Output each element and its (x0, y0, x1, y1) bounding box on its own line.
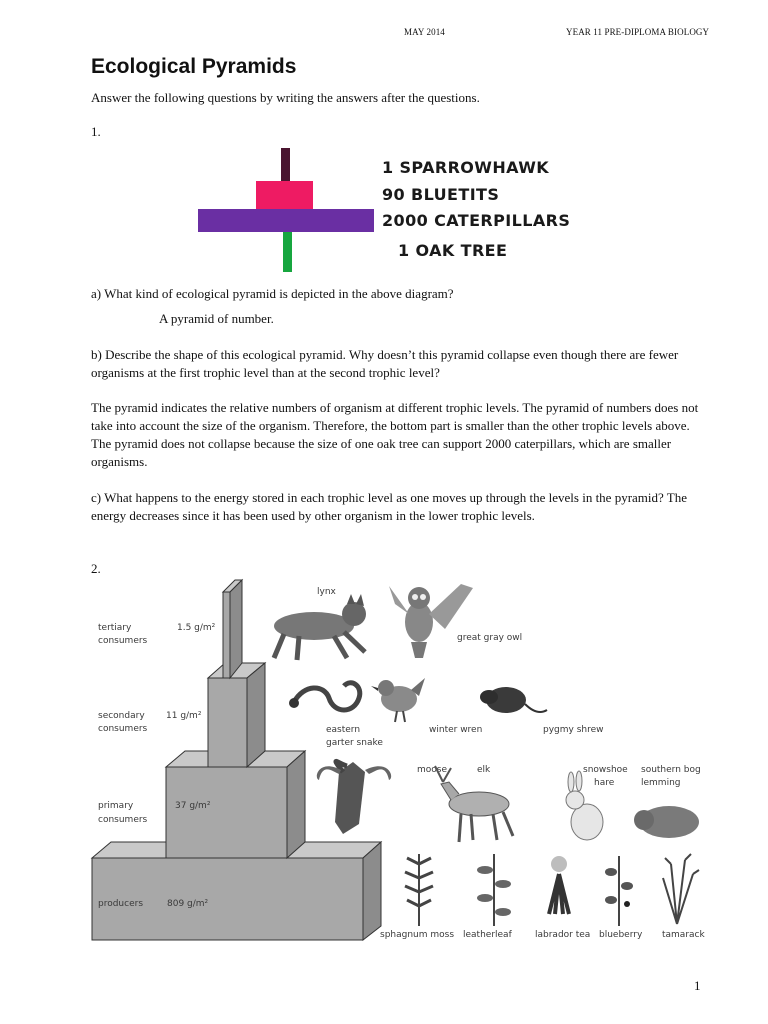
label-sparrowhawk: 1 SPARROWHAWK (382, 158, 550, 177)
answer-1b: The pyramid indicates the relative numbers of organism at different trophic levels. The pyramid of numbers does not take into account the size of the organism. Therefore, the bottom part is smaller than the other trophic levels above. The pyramid does not collapse because the size of one oak tree can support 2000 caterpillars, which are smaller organisms. (91, 400, 699, 469)
producers-label: producers (98, 899, 144, 909)
moose-illustration (317, 761, 391, 834)
tamarack-label: tamarack (662, 930, 705, 940)
tamarack-illustration (663, 854, 699, 924)
garter-snake-illustration (289, 683, 360, 710)
primary-label-line2: consumers (98, 815, 148, 825)
tertiary-label-line2: consumers (98, 636, 148, 646)
moose-label: moose (417, 765, 448, 775)
biomass-pyramid-figure (89, 574, 714, 944)
secondary-biomass: 11 g/m² (166, 711, 202, 721)
label-caterpillars: 2000 CATERPILLARS (382, 211, 571, 230)
moss-label: sphagnum moss (380, 930, 455, 940)
labrador-label: labrador tea (535, 930, 591, 940)
page-title: Ecological Pyramids (91, 55, 297, 78)
bluetits-bar (256, 181, 313, 210)
hare-label-line2: hare (594, 778, 615, 788)
caterpillars-bar (198, 209, 374, 232)
oak-tree-bar (283, 232, 292, 272)
leatherleaf-illustration (477, 854, 511, 926)
blueberry-illustration (605, 856, 633, 926)
header-date: MAY 2014 (404, 27, 445, 37)
tertiary-consumers-block (223, 580, 242, 678)
snake-label-line1: eastern (326, 725, 361, 735)
answer-1a: A pyramid of number. (159, 311, 274, 326)
lynx-illustration (274, 594, 366, 660)
lemming-label-line1: southern bog (641, 765, 701, 775)
primary-label-line1: primary (98, 801, 134, 811)
pygmy-shrew-illustration (480, 687, 547, 713)
header-course: YEAR 11 PRE-DIPLOMA BIOLOGY (566, 27, 710, 37)
snake-label-line2: garter snake (326, 738, 383, 748)
owl-illustration (389, 584, 473, 658)
tertiary-label-line1: tertiary (98, 623, 132, 633)
bog-lemming-illustration (634, 806, 699, 838)
lynx-label: lynx (317, 587, 336, 597)
owl-label: great gray owl (457, 633, 523, 643)
secondary-consumers-block (208, 663, 265, 767)
lemming-label-line2: lemming (641, 778, 681, 788)
leatherleaf-label: leatherleaf (463, 930, 512, 940)
question-1a: a) What kind of ecological pyramid is depicted in the above diagram? (91, 286, 454, 301)
blueberry-label: blueberry (599, 930, 643, 940)
question-1c: c) What happens to the energy stored in each trophic level as one moves up through the levels in the pyramid? The energy decreases since it has been used by other organism in the lower trophic levels. (91, 490, 688, 523)
elk-label: elk (477, 765, 491, 775)
labrador-tea-illustration (549, 856, 569, 914)
producers-biomass: 809 g/m² (167, 899, 209, 909)
tertiary-biomass: 1.5 g/m² (177, 623, 216, 633)
question-1-number: 1. (91, 124, 101, 139)
wren-label: winter wren (429, 725, 483, 735)
page-number: 1 (694, 978, 701, 993)
shrew-label: pygmy shrew (543, 725, 604, 735)
question-1b: b) Describe the shape of this ecological pyramid. Why doesn’t this pyramid collapse even though there are fewer organisms at the first trophic level than at the second trophic level? (91, 347, 679, 380)
number-pyramid-figure (196, 145, 606, 275)
secondary-label-line2: consumers (98, 724, 148, 734)
hare-label-line1: snowshoe (583, 765, 628, 775)
label-bluetits: 90 BLUETITS (382, 185, 500, 204)
question-2-number: 2. (91, 561, 101, 576)
secondary-label-line1: secondary (98, 711, 145, 721)
label-oak-tree: 1 OAK TREE (398, 241, 508, 260)
instructions: Answer the following questions by writing the answers after the questions. (91, 90, 480, 105)
sphagnum-moss-illustration (405, 854, 433, 926)
primary-biomass: 37 g/m² (175, 801, 211, 811)
winter-wren-illustration (371, 678, 425, 722)
elk-illustration (435, 766, 513, 842)
sparrowhawk-bar (281, 148, 290, 182)
